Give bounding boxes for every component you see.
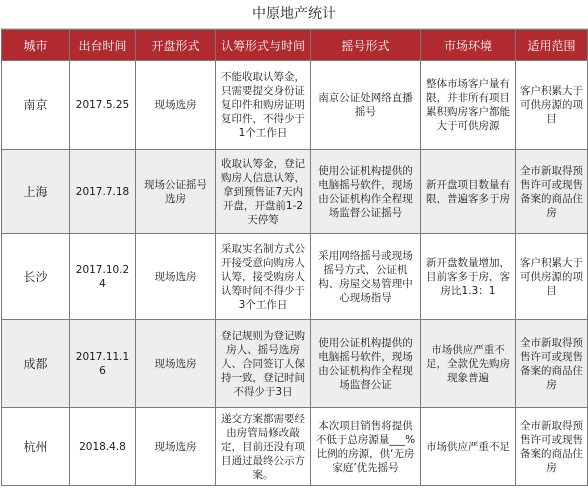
cell-city: 南京 — [2, 61, 70, 150]
header-city: 城市 — [2, 30, 70, 61]
header-row — [2, 30, 588, 61]
cell-date: 2017.11.16 — [70, 320, 136, 408]
cell-subscription: 递交方案都需要经由房管局修改敲定，目前还没有项目通过最终公示方案。 — [216, 408, 311, 486]
cell-market: 新开盘数量增加，目前客多于房，客房比1.3：1 — [421, 234, 516, 320]
table-title: 中原地产统计 — [0, 0, 588, 29]
cell-opening: 现场选房 — [136, 61, 216, 150]
cell-market: 新开盘项目数量有限，普遍客多于房 — [421, 150, 516, 234]
cell-subscription: 收取认筹金，登记购房人信息认筹，拿到预售证7天内开盘，开盘前1-2天停筹 — [216, 150, 311, 234]
cell-date: 2017.10.24 — [70, 234, 136, 320]
cell-subscription: 登记规则为登记购房人、摇号选房人、合同签订人保持一致，登记时间不得少于3日 — [216, 320, 311, 408]
header-date: 出台时间 — [70, 30, 136, 61]
cell-lottery: 使用公证机构提供的电脑摇号软件，现场由公证机构作全程现场监督公证 — [311, 320, 421, 408]
cell-opening: 现场选房 — [136, 320, 216, 408]
cell-scope: 全市新取得预售许可或现售备案的商品住房 — [516, 320, 588, 408]
table-row — [2, 408, 588, 486]
cell-subscription: 不能收取认筹金，只需要提交身份证复印件和购房证明复印件，不得少于1个工作日 — [216, 61, 311, 150]
cell-lottery: 使用公证机构提供的电脑摇号软件，现场由公证机构作全程现场监督公证摇号 — [311, 150, 421, 234]
header-subscription: 认筹形式与时间 — [216, 30, 311, 61]
header-market: 市场环境 — [421, 30, 516, 61]
cell-city: 上海 — [2, 150, 70, 234]
cell-date: 2018.4.8 — [70, 408, 136, 486]
policy-table — [1, 29, 588, 486]
cell-market: 整体市场客户量有限，并非所有项目累积购房客户都能大于可供房源 — [421, 61, 516, 150]
header-opening: 开盘形式 — [136, 30, 216, 61]
cell-opening: 现场公证摇号选房 — [136, 150, 216, 234]
cell-opening: 现场选房 — [136, 234, 216, 320]
cell-market: 市场供应严重不足，全款优先购房现象普遍 — [421, 320, 516, 408]
table-row — [2, 61, 588, 150]
cell-scope: 客户积累大于可供房源的项目 — [516, 234, 588, 320]
header-scope: 适用范围 — [516, 30, 588, 61]
cell-city: 杭州 — [2, 408, 70, 486]
header-lottery: 摇号形式 — [311, 30, 421, 61]
cell-scope: 客户积累大于可供房源的项目 — [516, 61, 588, 150]
cell-subscription: 采取实名制方式公开接受意向购房人认筹，接受购房人认筹时间不得少于3个工作日 — [216, 234, 311, 320]
cell-date: 2017.5.25 — [70, 61, 136, 150]
cell-lottery: 采用网络摇号或现场摇号方式，公证机构、房屋交易管理中心现场指导 — [311, 234, 421, 320]
table-row — [2, 320, 588, 408]
cell-scope: 全市新取得预售许可或现售备案的商品住房 — [516, 408, 588, 486]
cell-city: 成都 — [2, 320, 70, 408]
cell-opening: 现场选房 — [136, 408, 216, 486]
cell-city: 长沙 — [2, 234, 70, 320]
cell-date: 2017.7.18 — [70, 150, 136, 234]
cell-lottery: 南京公证处网络直播摇号 — [311, 61, 421, 150]
cell-scope: 全市新取得预售许可或现售备案的商品住房 — [516, 150, 588, 234]
table-row — [2, 150, 588, 234]
table-row — [2, 234, 588, 320]
cell-lottery: 本次项目销售将提供不低于总房源量___%比例的房源，供‘无房家庭’优先摇号 — [311, 408, 421, 486]
cell-market: 市场供应严重不足 — [421, 408, 516, 486]
